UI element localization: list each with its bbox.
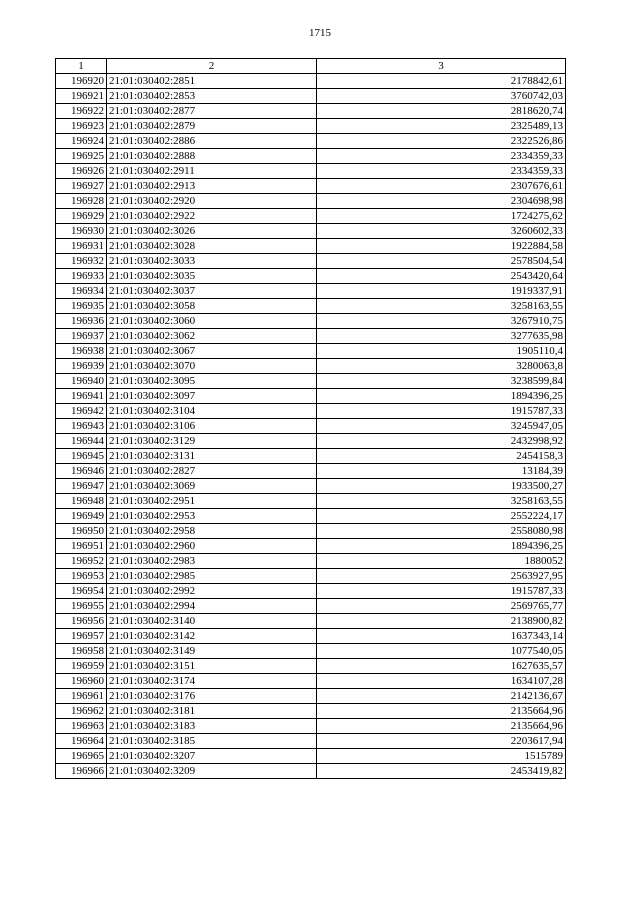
- cadastral-number-cell: 21:01:030402:2992: [107, 584, 317, 599]
- row-number-cell: 196956: [56, 614, 107, 629]
- cadastral-number-cell: 21:01:030402:3058: [107, 299, 317, 314]
- value-cell: 1922884,58: [317, 239, 566, 254]
- table-row: [56, 314, 566, 329]
- cadastral-number-cell: 21:01:030402:2994: [107, 599, 317, 614]
- value-cell: 3258163,55: [317, 494, 566, 509]
- value-cell: 3277635,98: [317, 329, 566, 344]
- table-row: [56, 359, 566, 374]
- table-row: [56, 404, 566, 419]
- table-row: [56, 494, 566, 509]
- cadastral-number-cell: 21:01:030402:3129: [107, 434, 317, 449]
- cadastral-number-cell: 21:01:030402:3097: [107, 389, 317, 404]
- value-cell: 1905110,4: [317, 344, 566, 359]
- cadastral-number-cell: 21:01:030402:3185: [107, 734, 317, 749]
- row-number-cell: 196928: [56, 194, 107, 209]
- value-cell: 2178842,61: [317, 74, 566, 89]
- table-row: [56, 419, 566, 434]
- value-cell: 2307676,61: [317, 179, 566, 194]
- cadastral-number-cell: 21:01:030402:3033: [107, 254, 317, 269]
- row-number-cell: 196945: [56, 449, 107, 464]
- cadastral-number-cell: 21:01:030402:3069: [107, 479, 317, 494]
- value-cell: 1077540,05: [317, 644, 566, 659]
- row-number-cell: 196939: [56, 359, 107, 374]
- table-row: [56, 719, 566, 734]
- row-number-cell: 196940: [56, 374, 107, 389]
- cadastral-number-cell: 21:01:030402:3095: [107, 374, 317, 389]
- cadastral-number-cell: 21:01:030402:2879: [107, 119, 317, 134]
- row-number-cell: 196924: [56, 134, 107, 149]
- cadastral-number-cell: 21:01:030402:2953: [107, 509, 317, 524]
- row-number-cell: 196952: [56, 554, 107, 569]
- row-number-cell: 196965: [56, 749, 107, 764]
- table-row: [56, 674, 566, 689]
- registry-table: [55, 58, 566, 779]
- cadastral-number-cell: 21:01:030402:3060: [107, 314, 317, 329]
- row-number-cell: 196942: [56, 404, 107, 419]
- table-row: [56, 179, 566, 194]
- table-row: [56, 704, 566, 719]
- cadastral-number-cell: 21:01:030402:3070: [107, 359, 317, 374]
- table-row: [56, 149, 566, 164]
- table-row: [56, 194, 566, 209]
- cadastral-number-cell: 21:01:030402:3183: [107, 719, 317, 734]
- row-number-cell: 196949: [56, 509, 107, 524]
- table-row: [56, 749, 566, 764]
- column-header-1: 1: [56, 59, 107, 74]
- table-row: [56, 569, 566, 584]
- table-row: [56, 269, 566, 284]
- cadastral-number-cell: 21:01:030402:3104: [107, 404, 317, 419]
- cadastral-number-cell: 21:01:030402:2827: [107, 464, 317, 479]
- value-cell: 1933500,27: [317, 479, 566, 494]
- row-number-cell: 196935: [56, 299, 107, 314]
- cadastral-number-cell: 21:01:030402:3131: [107, 449, 317, 464]
- table-row: [56, 524, 566, 539]
- cadastral-number-cell: 21:01:030402:3067: [107, 344, 317, 359]
- row-number-cell: 196957: [56, 629, 107, 644]
- table-row: [56, 449, 566, 464]
- table-row: [56, 464, 566, 479]
- value-cell: 3267910,75: [317, 314, 566, 329]
- cadastral-number-cell: 21:01:030402:3037: [107, 284, 317, 299]
- row-number-cell: 196955: [56, 599, 107, 614]
- cadastral-number-cell: 21:01:030402:2888: [107, 149, 317, 164]
- value-cell: 2558080,98: [317, 524, 566, 539]
- value-cell: 2322526,86: [317, 134, 566, 149]
- value-cell: 3258163,55: [317, 299, 566, 314]
- row-number-cell: 196937: [56, 329, 107, 344]
- table-row: [56, 689, 566, 704]
- cadastral-number-cell: 21:01:030402:2985: [107, 569, 317, 584]
- row-number-cell: 196954: [56, 584, 107, 599]
- row-number-cell: 196931: [56, 239, 107, 254]
- table-row: [56, 764, 566, 779]
- row-number-cell: 196933: [56, 269, 107, 284]
- row-number-cell: 196966: [56, 764, 107, 779]
- value-cell: 2578504,54: [317, 254, 566, 269]
- table-row: [56, 434, 566, 449]
- cadastral-number-cell: 21:01:030402:3142: [107, 629, 317, 644]
- value-cell: 3760742,03: [317, 89, 566, 104]
- row-number-cell: 196950: [56, 524, 107, 539]
- row-number-cell: 196923: [56, 119, 107, 134]
- value-cell: 1627635,57: [317, 659, 566, 674]
- value-cell: 2454158,3: [317, 449, 566, 464]
- row-number-cell: 196920: [56, 74, 107, 89]
- value-cell: 3260602,33: [317, 224, 566, 239]
- row-number-cell: 196964: [56, 734, 107, 749]
- value-cell: 3280063,8: [317, 359, 566, 374]
- table-row: [56, 164, 566, 179]
- row-number-cell: 196961: [56, 689, 107, 704]
- value-cell: 1894396,25: [317, 389, 566, 404]
- row-number-cell: 196930: [56, 224, 107, 239]
- value-cell: 1894396,25: [317, 539, 566, 554]
- value-cell: 1515789: [317, 749, 566, 764]
- cadastral-number-cell: 21:01:030402:3140: [107, 614, 317, 629]
- table-row: [56, 629, 566, 644]
- table-row: [56, 89, 566, 104]
- table-row: [56, 344, 566, 359]
- table-row: [56, 554, 566, 569]
- cadastral-number-cell: 21:01:030402:2913: [107, 179, 317, 194]
- cadastral-number-cell: 21:01:030402:2851: [107, 74, 317, 89]
- value-cell: 2304698,98: [317, 194, 566, 209]
- value-cell: 1915787,33: [317, 584, 566, 599]
- row-number-cell: 196927: [56, 179, 107, 194]
- row-number-cell: 196938: [56, 344, 107, 359]
- table-row: [56, 134, 566, 149]
- cadastral-number-cell: 21:01:030402:3151: [107, 659, 317, 674]
- value-cell: 2142136,67: [317, 689, 566, 704]
- cadastral-number-cell: 21:01:030402:2920: [107, 194, 317, 209]
- table-row: [56, 539, 566, 554]
- value-cell: 2203617,94: [317, 734, 566, 749]
- table-row: [56, 329, 566, 344]
- cadastral-number-cell: 21:01:030402:2922: [107, 209, 317, 224]
- cadastral-number-cell: 21:01:030402:3176: [107, 689, 317, 704]
- cadastral-number-cell: 21:01:030402:2911: [107, 164, 317, 179]
- table-row: [56, 209, 566, 224]
- table-row: [56, 239, 566, 254]
- row-number-cell: 196944: [56, 434, 107, 449]
- cadastral-number-cell: 21:01:030402:2960: [107, 539, 317, 554]
- value-cell: 3245947,05: [317, 419, 566, 434]
- value-cell: 1724275,62: [317, 209, 566, 224]
- table-row: [56, 644, 566, 659]
- row-number-cell: 196960: [56, 674, 107, 689]
- value-cell: 2432998,92: [317, 434, 566, 449]
- table-row: [56, 584, 566, 599]
- row-number-cell: 196941: [56, 389, 107, 404]
- row-number-cell: 196953: [56, 569, 107, 584]
- row-number-cell: 196934: [56, 284, 107, 299]
- cadastral-number-cell: 21:01:030402:3026: [107, 224, 317, 239]
- value-cell: 13184,39: [317, 464, 566, 479]
- value-cell: 2453419,82: [317, 764, 566, 779]
- table-row: [56, 119, 566, 134]
- row-number-cell: 196959: [56, 659, 107, 674]
- table-row: [56, 659, 566, 674]
- row-number-cell: 196926: [56, 164, 107, 179]
- table-row: [56, 104, 566, 119]
- value-cell: 2543420,64: [317, 269, 566, 284]
- cadastral-number-cell: 21:01:030402:3174: [107, 674, 317, 689]
- cadastral-number-cell: 21:01:030402:2951: [107, 494, 317, 509]
- value-cell: 2563927,95: [317, 569, 566, 584]
- value-cell: 2569765,77: [317, 599, 566, 614]
- value-cell: 2325489,13: [317, 119, 566, 134]
- table-row: [56, 509, 566, 524]
- table-body: [56, 74, 566, 779]
- value-cell: 1915787,33: [317, 404, 566, 419]
- header-row: [56, 59, 566, 74]
- row-number-cell: 196943: [56, 419, 107, 434]
- value-cell: 1637343,14: [317, 629, 566, 644]
- cadastral-number-cell: 21:01:030402:2958: [107, 524, 317, 539]
- table-row: [56, 389, 566, 404]
- row-number-cell: 196963: [56, 719, 107, 734]
- table-row: [56, 479, 566, 494]
- column-header-3: 3: [317, 59, 566, 74]
- value-cell: 2334359,33: [317, 149, 566, 164]
- row-number-cell: 196921: [56, 89, 107, 104]
- value-cell: 2135664,96: [317, 704, 566, 719]
- value-cell: 3238599,84: [317, 374, 566, 389]
- value-cell: 2552224,17: [317, 509, 566, 524]
- cadastral-number-cell: 21:01:030402:3207: [107, 749, 317, 764]
- table-row: [56, 734, 566, 749]
- row-number-cell: 196946: [56, 464, 107, 479]
- value-cell: 2138900,82: [317, 614, 566, 629]
- row-number-cell: 196936: [56, 314, 107, 329]
- row-number-cell: 196951: [56, 539, 107, 554]
- cadastral-number-cell: 21:01:030402:2886: [107, 134, 317, 149]
- cadastral-number-cell: 21:01:030402:3028: [107, 239, 317, 254]
- column-header-2: 2: [107, 59, 317, 74]
- row-number-cell: 196925: [56, 149, 107, 164]
- cadastral-number-cell: 21:01:030402:3106: [107, 419, 317, 434]
- row-number-cell: 196947: [56, 479, 107, 494]
- value-cell: 1919337,91: [317, 284, 566, 299]
- value-cell: 2334359,33: [317, 164, 566, 179]
- row-number-cell: 196962: [56, 704, 107, 719]
- cadastral-number-cell: 21:01:030402:3062: [107, 329, 317, 344]
- table-row: [56, 299, 566, 314]
- cadastral-number-cell: 21:01:030402:3181: [107, 704, 317, 719]
- table-row: [56, 224, 566, 239]
- value-cell: 2818620,74: [317, 104, 566, 119]
- table-row: [56, 74, 566, 89]
- cadastral-number-cell: 21:01:030402:2853: [107, 89, 317, 104]
- page-number: 1715: [309, 27, 331, 39]
- table-row: [56, 284, 566, 299]
- value-cell: 1880052: [317, 554, 566, 569]
- value-cell: 2135664,96: [317, 719, 566, 734]
- value-cell: 1634107,28: [317, 674, 566, 689]
- row-number-cell: 196922: [56, 104, 107, 119]
- cadastral-number-cell: 21:01:030402:2877: [107, 104, 317, 119]
- table-row: [56, 254, 566, 269]
- table-row: [56, 374, 566, 389]
- row-number-cell: 196948: [56, 494, 107, 509]
- row-number-cell: 196932: [56, 254, 107, 269]
- row-number-cell: 196929: [56, 209, 107, 224]
- row-number-cell: 196958: [56, 644, 107, 659]
- cadastral-number-cell: 21:01:030402:3149: [107, 644, 317, 659]
- cadastral-number-cell: 21:01:030402:3209: [107, 764, 317, 779]
- table-header: [56, 59, 566, 74]
- table-row: [56, 614, 566, 629]
- cadastral-number-cell: 21:01:030402:3035: [107, 269, 317, 284]
- table-row: [56, 599, 566, 614]
- cadastral-number-cell: 21:01:030402:2983: [107, 554, 317, 569]
